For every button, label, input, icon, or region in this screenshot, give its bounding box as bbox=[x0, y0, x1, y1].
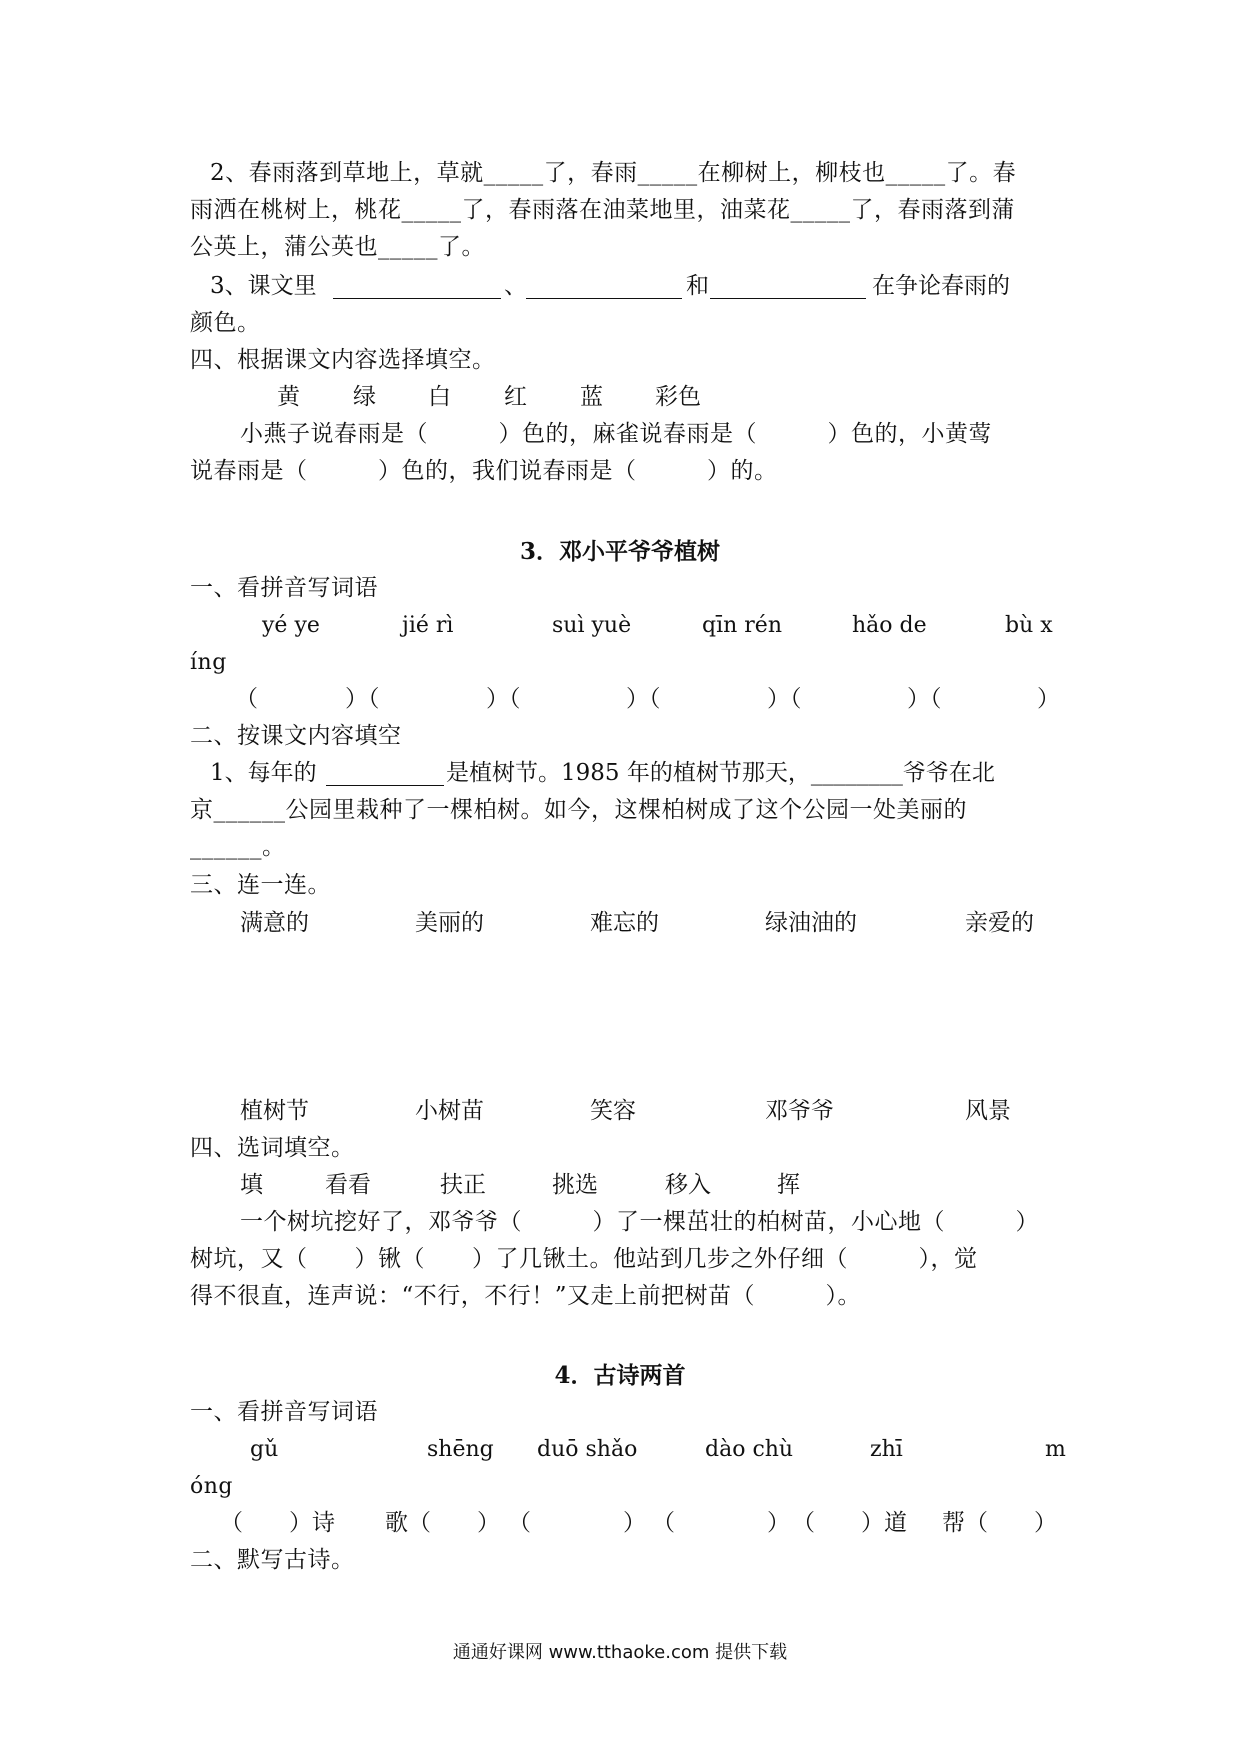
question-3-suffix: 在争论春雨的 bbox=[872, 273, 1010, 299]
paren: （ ）诗 bbox=[220, 1510, 335, 1536]
match-bottom-row bbox=[190, 1093, 1060, 1130]
color-option: 黄 bbox=[277, 384, 300, 410]
word-choice: 移入 bbox=[665, 1172, 711, 1198]
match-item[interactable]: 绿油油的 bbox=[765, 910, 857, 936]
pinyin-word: shēng bbox=[427, 1437, 494, 1462]
lesson-3-part-4-line-2: 树坑，又（ ）锹（ ）了几锹土。他站到几步之外仔细（ ），觉 bbox=[190, 1246, 978, 1272]
lesson-4-answer-row[interactable] bbox=[190, 1505, 1060, 1542]
match-item[interactable]: 邓爷爷 bbox=[765, 1098, 834, 1124]
paren: ）（ bbox=[486, 686, 521, 712]
pinyin-wrap: íng bbox=[190, 650, 227, 675]
lesson-3-part-2-line-1 bbox=[210, 755, 1080, 792]
fill-text: 1、每年的 bbox=[210, 760, 317, 786]
lesson-3-part-2-line-3: ______。 bbox=[190, 834, 286, 860]
lesson-3-part-4-heading: 四、选词填空。 bbox=[190, 1135, 355, 1161]
pinyin-word: dào chù bbox=[705, 1437, 794, 1462]
color-options bbox=[190, 379, 1060, 416]
question-3-line-1 bbox=[210, 268, 1080, 305]
question-2-line-1: 2、春雨落到草地上，草就_____了，春雨_____在柳树上，柳枝也_____了。春 bbox=[210, 160, 1017, 186]
word-choice: 看看 bbox=[325, 1172, 371, 1198]
pinyin-word: duō shǎo bbox=[537, 1437, 638, 1462]
match-item[interactable]: 小树苗 bbox=[415, 1098, 484, 1124]
match-item[interactable]: 美丽的 bbox=[415, 910, 484, 936]
lesson-3-part-1-heading: 一、看拼音写词语 bbox=[190, 575, 378, 601]
pinyin-word: yé ye bbox=[262, 613, 320, 638]
paren: ）（ bbox=[626, 686, 661, 712]
color-option: 红 bbox=[504, 384, 527, 410]
pinyin-word: m bbox=[1045, 1437, 1066, 1462]
paren: ）（ bbox=[767, 686, 802, 712]
lesson-3-part-4-line-1: 一个树坑挖好了，邓爷爷（ ）了一棵茁壮的柏树苗，小心地（ ） bbox=[240, 1209, 1039, 1235]
answer-blank[interactable] bbox=[326, 759, 444, 786]
answer-blank[interactable] bbox=[710, 272, 866, 299]
word-choice: 填 bbox=[240, 1172, 263, 1198]
lesson-3-pinyin-row bbox=[190, 607, 1060, 644]
lesson-4-part-1-heading: 一、看拼音写词语 bbox=[190, 1399, 378, 1425]
word-choices bbox=[190, 1167, 1060, 1204]
part-4-heading: 四、根据课文内容选择填空。 bbox=[190, 347, 496, 373]
question-3-line-2: 颜色。 bbox=[190, 310, 261, 336]
page-footer: 通通好课网 www.tthaoke.com 提供下载 bbox=[452, 1642, 788, 1663]
lesson-3-part-3-heading: 三、连一连。 bbox=[190, 872, 331, 898]
color-option: 彩色 bbox=[655, 384, 701, 410]
match-item[interactable]: 亲爱的 bbox=[965, 910, 1034, 936]
color-option: 蓝 bbox=[580, 384, 603, 410]
word-choice: 扶正 bbox=[440, 1172, 486, 1198]
word-choice: 挥 bbox=[777, 1172, 800, 1198]
paren: ）（ bbox=[907, 686, 942, 712]
lesson-4-part-2-heading: 二、默写古诗。 bbox=[190, 1547, 355, 1573]
paren: （ bbox=[235, 686, 258, 712]
pinyin-word: jié rì bbox=[402, 613, 454, 638]
color-option: 白 bbox=[428, 384, 451, 410]
separator: 、 bbox=[504, 273, 527, 299]
pinyin-word: suì yuè bbox=[552, 613, 632, 638]
lesson-4-title: 4．古诗两首 bbox=[554, 1362, 686, 1389]
lesson-3-part-2-heading: 二、按课文内容填空 bbox=[190, 723, 402, 749]
answer-blank[interactable] bbox=[333, 272, 501, 299]
question-3-prefix: 3、课文里 bbox=[210, 273, 317, 299]
match-top-row bbox=[190, 905, 1060, 942]
question-2-line-3: 公英上，蒲公英也_____了。 bbox=[190, 234, 485, 260]
color-option: 绿 bbox=[353, 384, 376, 410]
lesson-3-part-2-line-2: 京______公园里栽种了一棵柏树。如今，这棵柏树成了这个公园一处美丽的 bbox=[190, 797, 967, 823]
lesson-4-pinyin-row bbox=[190, 1431, 1066, 1468]
match-item[interactable]: 风景 bbox=[965, 1098, 1011, 1124]
match-item[interactable]: 难忘的 bbox=[590, 910, 659, 936]
match-item[interactable]: 笑容 bbox=[590, 1098, 636, 1124]
pinyin-word: hǎo de bbox=[852, 613, 927, 638]
lesson-3-part-4-line-3: 得不很直，连声说：“不行，不行！”又走上前把树苗（ ）。 bbox=[190, 1283, 862, 1309]
paren: （ ） bbox=[652, 1510, 790, 1536]
fill-text: 是植树节。1985 年的植树节那天，________爷爷在北 bbox=[446, 760, 995, 786]
lesson-3-answer-row[interactable] bbox=[190, 681, 1060, 718]
paren: 帮（ ） bbox=[942, 1510, 1057, 1536]
match-item[interactable]: 满意的 bbox=[240, 910, 309, 936]
paren: 歌（ ） bbox=[385, 1510, 500, 1536]
part-4-line-1: 小燕子说春雨是（ ）色的，麻雀说春雨是（ ）色的，小黄莺 bbox=[240, 421, 992, 447]
match-item[interactable]: 植树节 bbox=[240, 1098, 309, 1124]
separator: 和 bbox=[686, 273, 709, 299]
paren: （ ） bbox=[508, 1510, 646, 1536]
answer-blank[interactable] bbox=[526, 272, 682, 299]
pinyin-word: zhī bbox=[870, 1437, 903, 1462]
pinyin-wrap: óng bbox=[190, 1474, 233, 1499]
lesson-3-title: 3．邓小平爷爷植树 bbox=[519, 538, 720, 565]
paren: ） bbox=[1037, 686, 1060, 712]
pinyin-word: bù x bbox=[1005, 613, 1053, 638]
paren: （ ）道 bbox=[792, 1510, 907, 1536]
word-choice: 挑选 bbox=[552, 1172, 598, 1198]
question-2-line-2: 雨洒在桃树上，桃花_____了，春雨落在油菜地里，油菜花_____了，春雨落到蒲 bbox=[190, 197, 1015, 223]
pinyin-word: qīn rén bbox=[702, 613, 782, 638]
pinyin-word: gǔ bbox=[250, 1437, 279, 1462]
part-4-line-2: 说春雨是（ ）色的，我们说春雨是（ ）的。 bbox=[190, 458, 778, 484]
paren: ）（ bbox=[345, 686, 380, 712]
